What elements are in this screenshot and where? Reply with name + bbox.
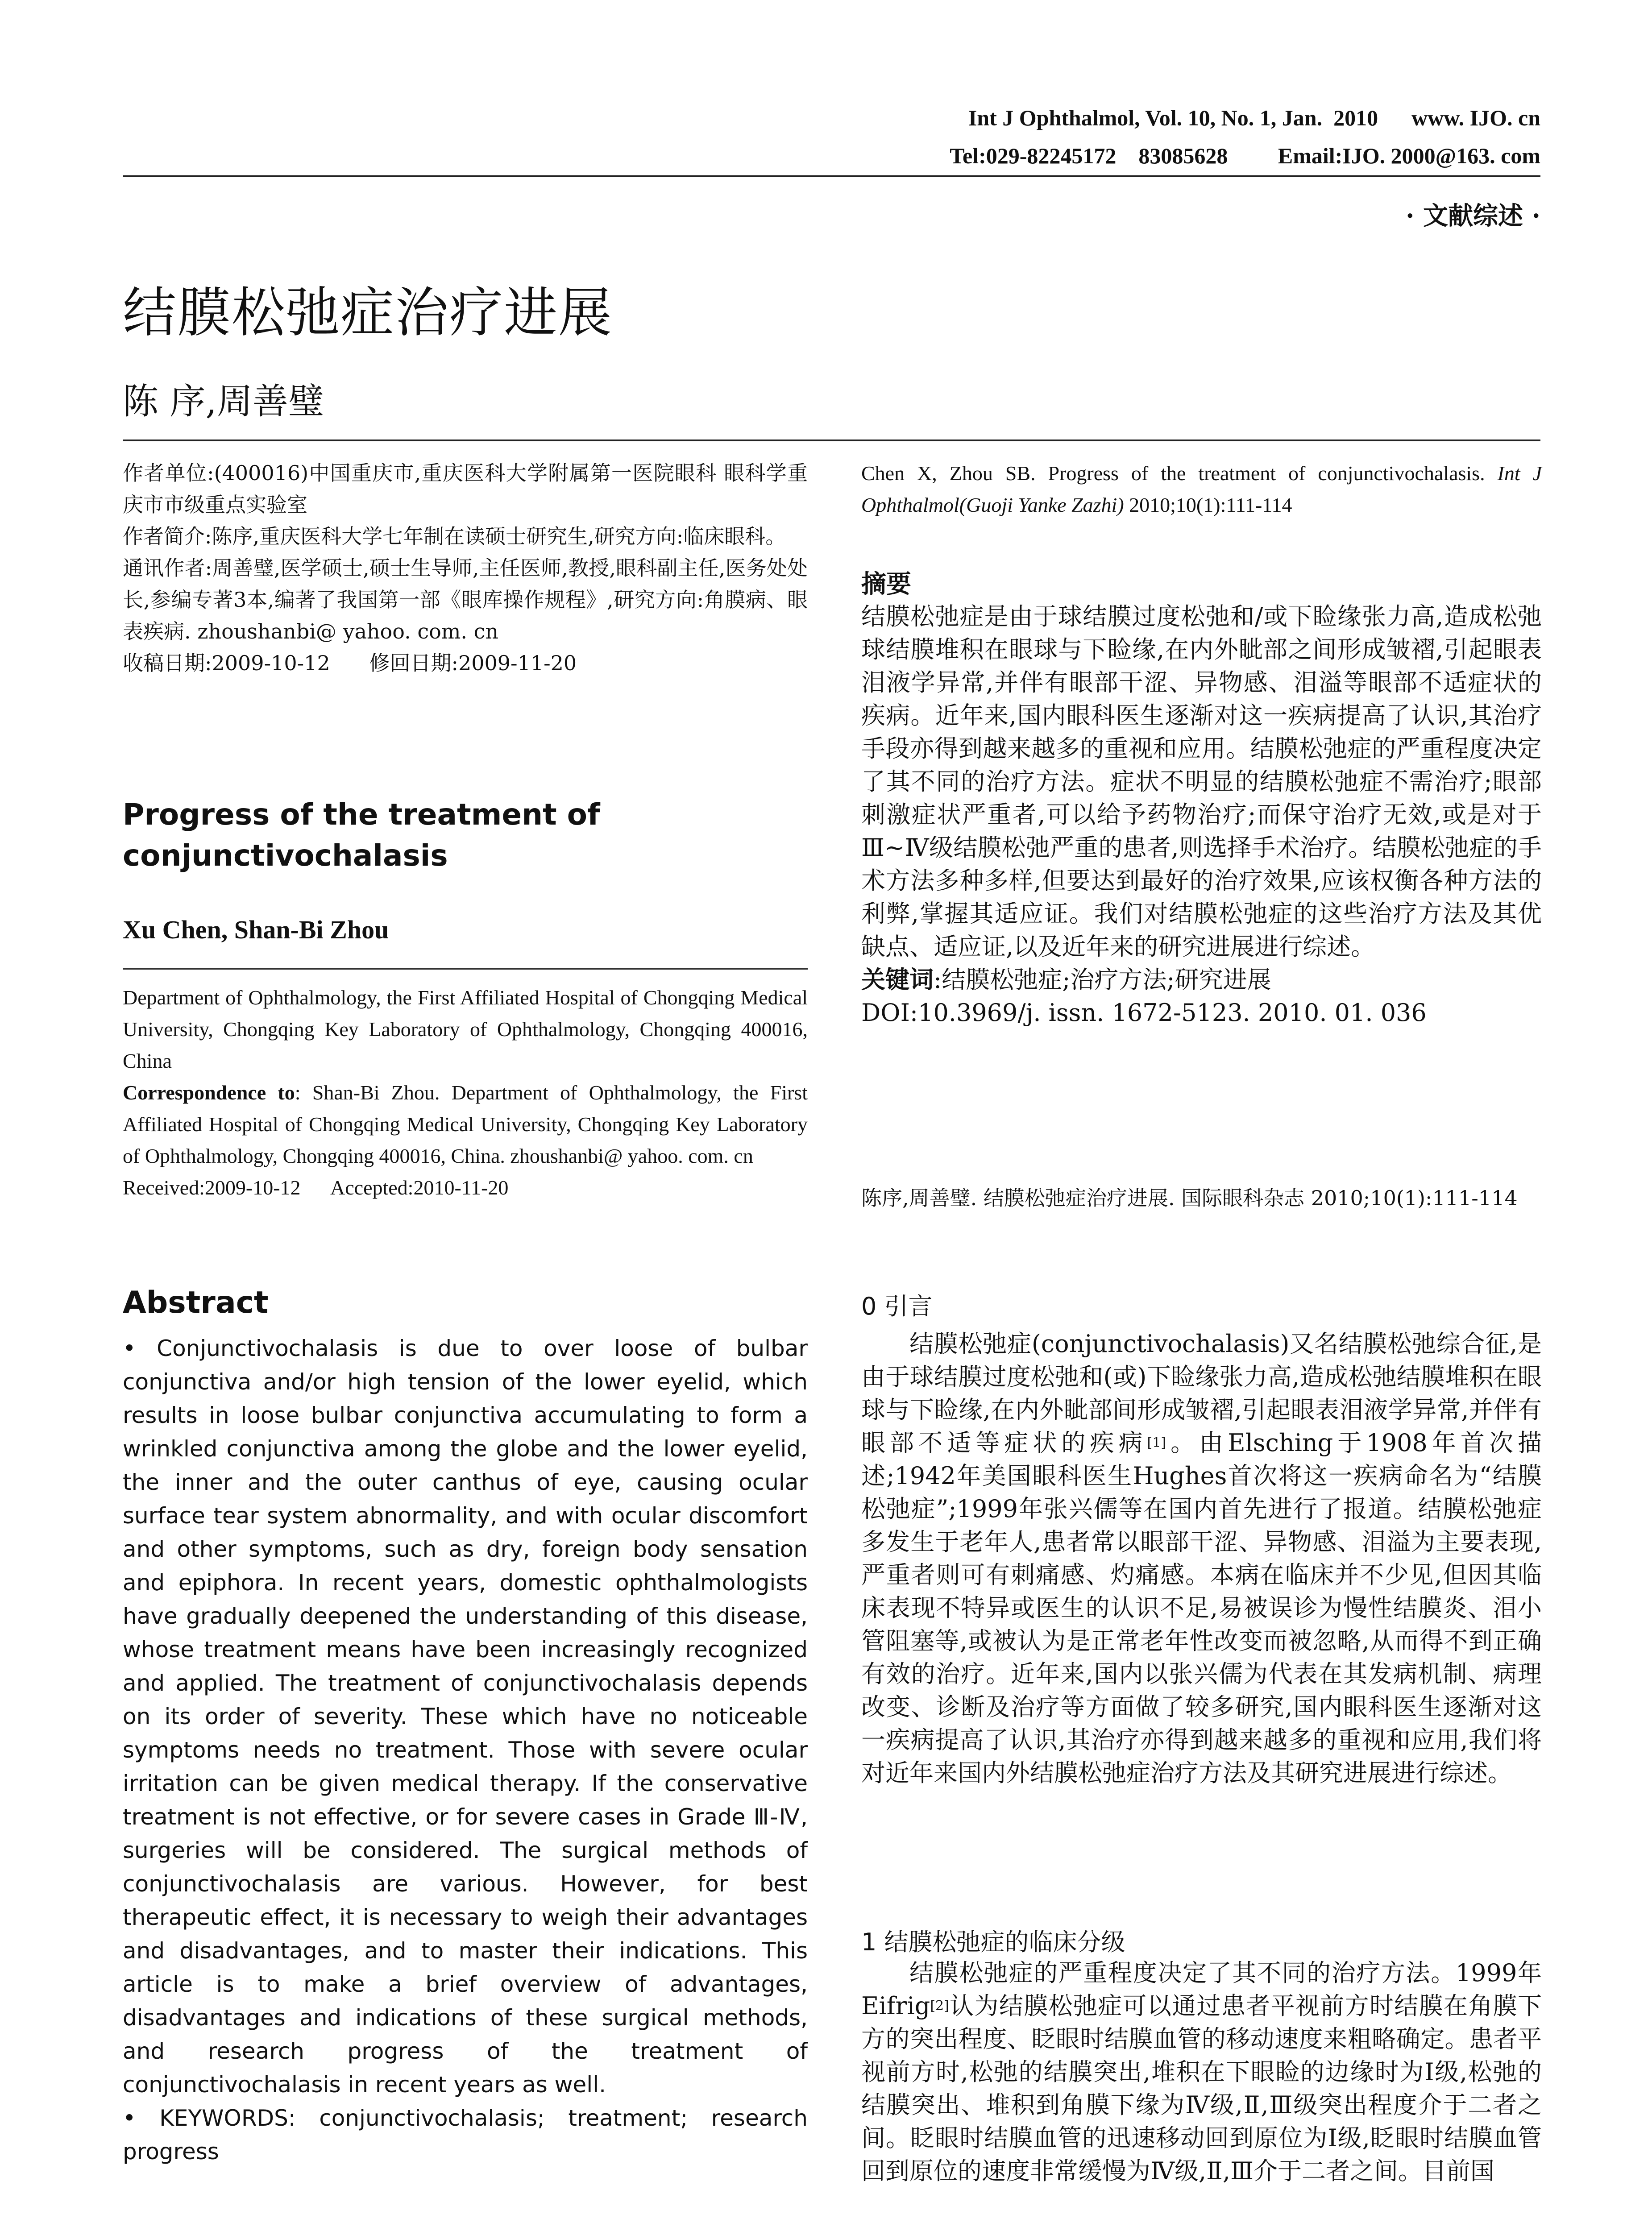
abstract-body-en — [123, 1332, 808, 2169]
abstract-text-en: • Conjunctivochalasis is due to over loose of bulbar conjunctiva and/or high tension of the lower eyelid, which results in loose bulbar conjunctiva accumulating to form a wrinkled conjunctiva among the globe and the lower eyelid, the inner and the outer canthus of eye, causing ocular surface tear system abnormality, and with ocular discomfort and other symptoms, such as dry, foreign body sensation and epiphora. In recent years, domestic ophthalmologists have gradually deepened the understanding of this disease, whose treatment means have been increasingly recognized and applied. The treatment of conjunctivochalasis depends on its order of severity. These which have no noticeable symptoms needs no treatment. Those with severe ocular irritation can be given medical therapy. If the conservative treatment is not effective, or for severe cases in Grade Ⅲ-Ⅳ, surgeries will be considered. The surgical methods of conjunctivochalasis are various. However, for best therapeutic effect, it is necessary to weigh their advantages and disadvantages, and to master their indications. This article is to make a brief overview of advantages, disadvantages and indications of these surgical methods, and research progress of the treatment of conjunctivochalasis in recent years as well. — [123, 1335, 808, 2098]
citation-en — [861, 457, 1542, 521]
title-rule — [123, 440, 1540, 441]
abstract-heading-en: Abstract — [123, 1285, 269, 1320]
received-dates-zh: 收稿日期:2009-10-12 修回日期:2009-11-20 — [123, 651, 577, 675]
citation-en-tail: 2010;10(1):111-114 — [1129, 493, 1292, 516]
contact-header-line: Tel:029-82245172 83085628 Email:IJO. 2000@163. com — [950, 143, 1540, 168]
correspondence-label: Correspondence to — [123, 1081, 295, 1104]
citation-en-journal: Int J Ophthalmol(Guoji Yanke Zazhi) — [861, 462, 1542, 516]
header-rule — [123, 175, 1540, 177]
citation-en-text: Chen X, Zhou SB. Progress of the treatment of conjunctivochalasis. — [861, 462, 1485, 485]
journal-header-line: Int J Ophthalmol, Vol. 10, No. 1, Jan. 2010 www. IJO. cn — [968, 105, 1540, 130]
correspondence-en — [123, 1077, 808, 1172]
keywords-zh — [861, 963, 1542, 996]
citation-en-block — [861, 457, 1542, 521]
section1-heading: 1 结膜松弛症的临床分级 — [861, 1928, 1125, 1956]
affiliation-en: Department of Ophthalmology, the First Affiliated Hospital of Chongqing Medical University, Chongqing Key Laboratory of Ophthalmology, Chongqing 400016, China — [123, 986, 808, 1072]
keywords-label-zh: 关键词 — [861, 966, 934, 994]
author-unit: 作者单位:(400016)中国重庆市,重庆医科大学附属第一医院眼科 眼科学重庆市市级重点实验室 — [123, 461, 808, 517]
received-dates-en: Received:2009-10-12 Accepted:2010-11-20 — [123, 1176, 509, 1199]
section1-text-b: 认为结膜松弛症可以通过患者平视前方时结膜在角膜下方的突出程度、眨眼时结膜血管的移动速度来粗略确定。患者平视前方时,松弛的结膜突出,堆积在下眼睑的边缘时为Ⅰ级,松弛的结膜突出、堆积到角膜下缘为Ⅳ级,Ⅱ,Ⅲ级突出程度介于二者之间。眨眼时结膜血管的迅速移动回到原位为Ⅰ级,眨眼时结膜血管回到原位的速度非常缓慢为Ⅳ级,Ⅱ,Ⅲ介于二者之间。目前国 — [861, 1992, 1542, 2185]
intro-ref-1: [1] — [1147, 1435, 1166, 1451]
section1-text-a: 结膜松弛症的严重程度决定了其不同的治疗方法。1999年Eifrig — [861, 1959, 1542, 2020]
section1-body — [861, 1957, 1542, 2188]
corresponding-author: 通讯作者:周善璧,医学硕士,硕士生导师,主任医师,教授,眼科副主任,医务处处长,参编专著3本,编著了我国第一部《眼库操作规程》,研究方向:角膜病、眼表疾病. zhoushanbi@ yahoo. com. cn — [123, 556, 808, 643]
citation-zh: 陈序,周善璧. 结膜松弛症治疗进展. 国际眼科杂志 2010;10(1):111-114 — [861, 1186, 1518, 1210]
author-bio: 作者简介:陈序,重庆医科大学七年制在读硕士研究生,研究方向:临床眼科。 — [123, 524, 786, 548]
section1-paragraph — [861, 1957, 1542, 2188]
authors-en: Xu Chen, Shan-Bi Zhou — [123, 915, 389, 944]
intro-heading: 0 引言 — [861, 1292, 933, 1320]
article-title-zh: 结膜松弛症治疗进展 — [123, 282, 613, 344]
section1-ref: [2] — [930, 1998, 949, 2014]
section-tag: · 文献综述 · — [1406, 201, 1540, 231]
author-info-block — [123, 457, 808, 679]
keywords-en: • KEYWORDS: conjunctivochalasis; treatment; research progress — [123, 2105, 808, 2165]
abstract-text-zh: 结膜松弛症是由于球结膜过度松弛和/或下睑缘张力高,造成松弛球结膜堆积在眼球与下睑缘,在内外眦部之间形成皱褶,引起眼表泪液学异常,并伴有眼部干涩、异物感、泪溢等眼部不适症状的疾病。近年来,国内眼科医生逐渐对这一疾病提高了认识,其治疗手段亦得到越来越多的重视和应用。结膜松弛症的严重程度决定了其不同的治疗方法。症状不明显的结膜松弛症不需治疗;眼部刺激症状严重者,可以给予药物治疗;而保守治疗无效,或是对于Ⅲ~Ⅳ级结膜松弛严重的患者,则选择手术治疗。结膜松弛症的手术方法多种多样,但要达到最好的治疗效果,应该权衡各种方法的利弊,掌握其适应证。我们对结膜松弛症的这些治疗方法及其优缺点、适应证,以及近年来的研究进展进行综述。 — [861, 602, 1542, 961]
authors-zh: 陈 序,周善璧 — [123, 381, 324, 422]
correspondence-text: : Shan-Bi Zhou. Department of Ophthalmology, the First Affiliated Hospital of Chongqing Medical University, Chongqing Key Laboratory of Ophthalmology, Chongqing 400016, China. zhoushanbi@ yahoo. com. cn — [123, 1081, 808, 1167]
doi: DOI:10.3969/j. issn. 1672-5123. 2010. 01. 036 — [861, 999, 1427, 1027]
authors-en-rule — [123, 968, 808, 970]
abstract-body-zh — [861, 600, 1542, 1029]
affiliation-block-en — [123, 982, 808, 1203]
abstract-heading-zh: 摘要 — [861, 570, 911, 599]
keywords-text-zh: :结膜松弛症;治疗方法;研究进展 — [934, 966, 1271, 994]
intro-paragraph — [861, 1327, 1542, 1790]
intro-text-a: 结膜松弛症(conjunctivochalasis)又名结膜松弛综合征,是由于球结膜过度松弛和(或)下睑缘张力高,造成松弛结膜堆积在眼球与下睑缘,在内外眦部间形成皱褶,引起眼表泪液学异常,并伴有眼部不适等症状的疾病 — [861, 1330, 1542, 1457]
intro-body — [861, 1327, 1542, 1790]
article-title-en: Progress of the treatment of conjunctivochalasis — [123, 797, 600, 873]
intro-text-b: 。由Elsching于1908年首次描述;1942年美国眼科医生Hughes首次将这一疾病命名为“结膜松弛症”;1999年张兴儒等在国内首先进行了报道。结膜松弛症多发生于老年人,患者常以眼部干涩、异物感、泪溢为主要表现,严重者则可有刺痛感、灼痛感。本病在临床并不少见,但因其临床表现不特异或医生的认识不足,易被误诊为慢性结膜炎、泪小管阻塞等,或被认为是正常老年性改变而被忽略,从而得不到正确有效的治疗。近年来,国内以张兴儒为代表在其发病机制、病理改变、诊断及治疗等方面做了较多研究,国内眼科医生逐渐对这一疾病提高了认识,其治疗亦得到越来越多的重视和应用,我们将对近年来国内外结膜松弛症治疗方法及其研究进展进行综述。 — [861, 1429, 1542, 1787]
